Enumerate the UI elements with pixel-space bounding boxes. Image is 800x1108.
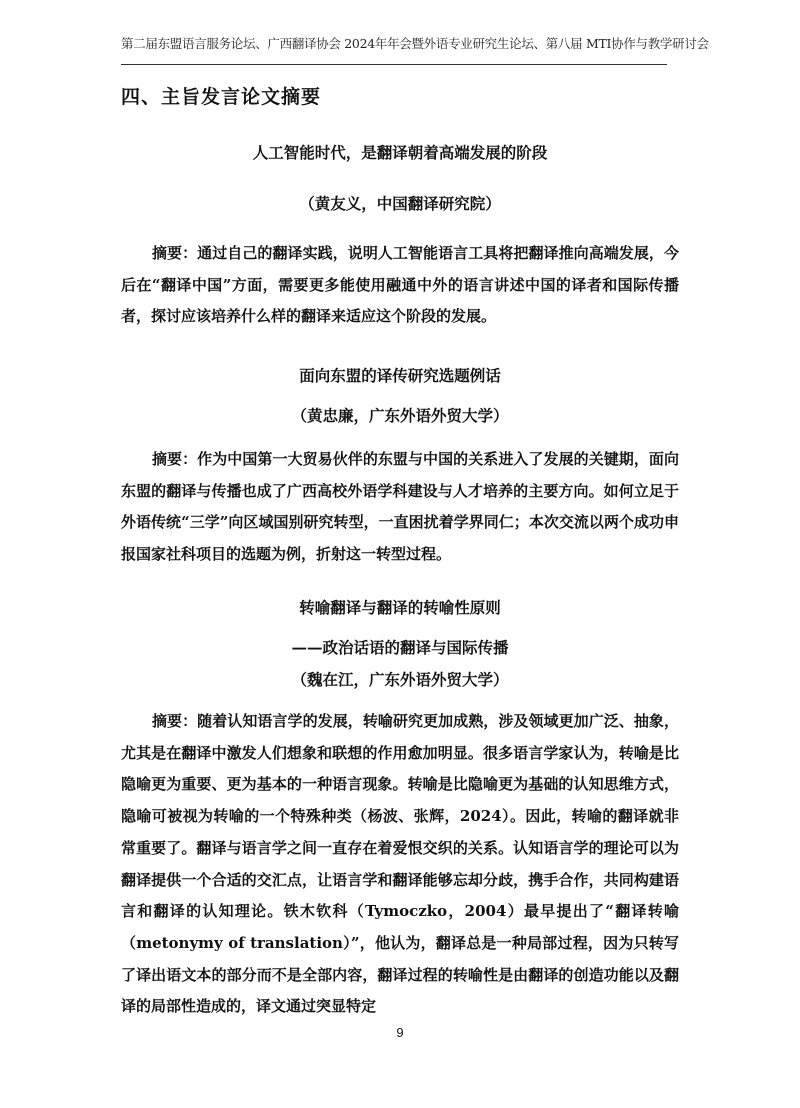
paper-2-abstract: 摘要：作为中国第一大贸易伙伴的东盟与中国的关系进入了发展的关键期，面向东盟的翻译与传播也成了广西高校外语学科建设与人才培养的主要方向。如何立足于外语传统“三学”向区域国别研究转型，一直困扰着学界同仁；本次交流以两个成功申报国家社科项目的选题为例，折射这一转型过程。	[121, 450, 679, 564]
paper-3-title: 转喻翻译与翻译的转喻性原则	[299, 598, 501, 617]
paper-2-author: （黄忠廉，广东外语外贸大学）	[291, 406, 509, 425]
header-rule	[121, 64, 667, 65]
paper-3-abstract: 摘要：随着认知语言学的发展，转喻研究更加成熟，涉及领域更加广泛、抽象，尤其是在翻译中激发人们想象和联想的作用愈加明显。很多语言学家认为，转喻是比隐喻更为重要、更为基本的一种语言现象。转喻是比隐喻更为基础的认知思维方式，隐喻可被视为转喻的一个特殊种类（杨波、张辉，2024）。因此，转喻的翻译就非常重要了。翻译与语言学之间一直存在着爱恨交织的关系。认知语言学的理论可以为翻译提供一个合适的交汇点，让语言学和翻译能够忘却分歧，携手合作，共同构建语言和翻译的认知理论。铁木钦科（Tymoczko，2004）最早提出了“翻译转喻（metonymy of translation）”，他认为，翻译总是一种局部过程，因为只转写了译出语文本的部分而不是全部内容，翻译过程的转喻性是由翻译的创造功能以及翻译的局部性造成的，译文通过突显特定	[121, 712, 679, 1016]
paper-1-author: （黄友义，中国翻译研究院）	[299, 194, 501, 213]
page-number: 9	[396, 1025, 404, 1040]
paper-3-subtitle: ——政治话语的翻译与国际传播	[291, 638, 509, 657]
paper-2-title: 面向东盟的译传研究选题例话	[299, 366, 501, 385]
paper-1-title: 人工智能时代，是翻译朝着高端发展的阶段	[252, 143, 548, 162]
running-header: 第二届东盟语言服务论坛、广西翻译协会 2024年年会暨外语专业研究生论坛、第八届 MTI协作与教学研讨会	[121, 36, 709, 51]
paper-1-abstract: 摘要：通过自己的翻译实践，说明人工智能语言工具将把翻译推向高端发展，今后在“翻译中国”方面，需要更多能使用融通中外的语言讲述中国的译者和国际传播者，探讨应该培养什么样的翻译来适应这个阶段的发展。	[121, 244, 679, 326]
section-title: 四、主旨发言论文摘要	[121, 86, 322, 108]
paper-3-author: （魏在江，广东外语外贸大学）	[291, 670, 509, 689]
